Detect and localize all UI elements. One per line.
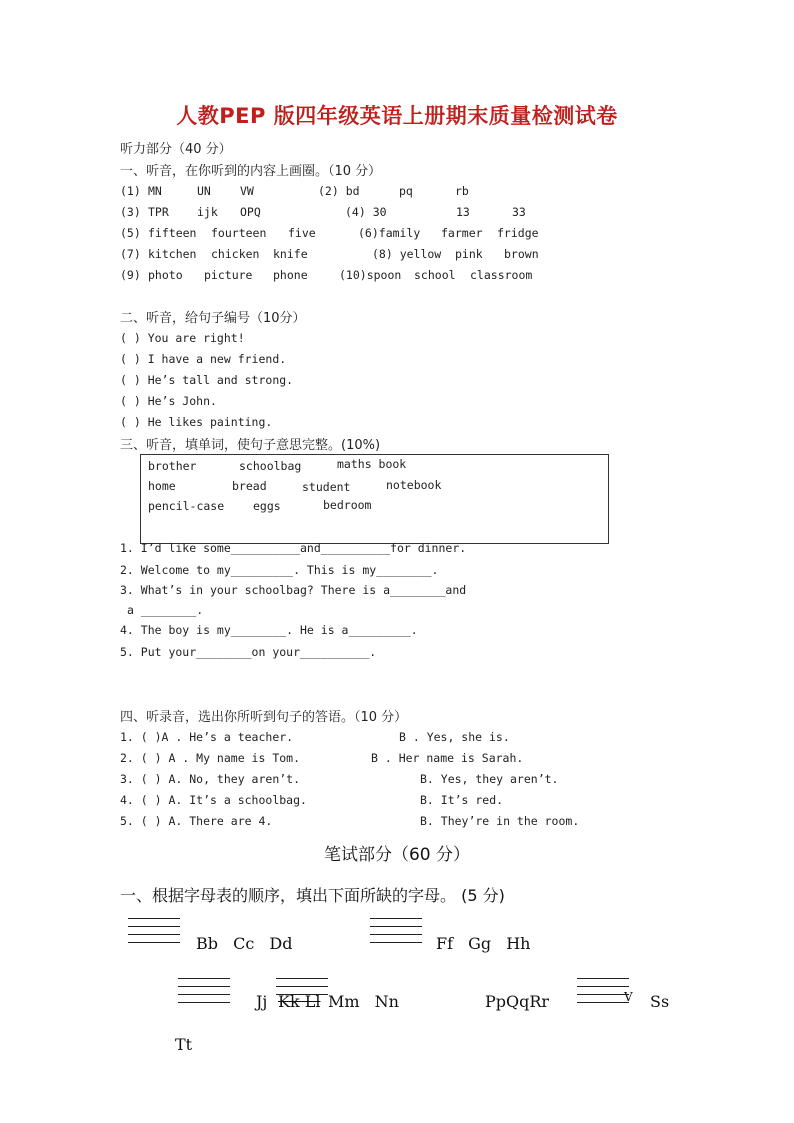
s1-cell: MN xyxy=(148,184,162,198)
written-section-header: 笔试部分（60 分） xyxy=(323,845,471,865)
letters-ff-hh: Ff Gg Hh xyxy=(436,934,531,953)
s1-cell: 13 xyxy=(456,205,470,219)
s1-cell: five xyxy=(288,226,316,240)
section-3-heading: 三、听音，填单词，使句子意思完整。(10%) xyxy=(120,438,381,453)
s1-cell: VW xyxy=(240,184,254,198)
s1-cell: (10)spoon xyxy=(339,268,402,282)
page-title: 人教PEP 版四年级英语上册期末质量检测试卷 xyxy=(176,104,618,128)
s1-cell: (6)family xyxy=(358,226,421,240)
s4-option-b: B. It’s red. xyxy=(420,793,504,807)
s1-cell: farmer xyxy=(441,226,483,240)
section-2-heading: 二、听音，给句子编号（10分） xyxy=(120,311,306,326)
letters-ss: Ss xyxy=(650,992,670,1011)
s3-sentence: 2. Welcome to my_________. This is my________. xyxy=(120,563,439,577)
listening-header: 听力部分（40 分） xyxy=(120,142,232,157)
word-bank-word: schoolbag xyxy=(239,459,302,473)
s4-option-b: B. They’re in the room. xyxy=(420,814,580,828)
section-4-heading: 四、听录音，选出你所听到句子的答语。（10 分） xyxy=(120,710,408,725)
s1-cell: (4) 30 xyxy=(345,205,387,219)
s1-cell: (9) xyxy=(120,268,141,282)
s4-option-b: B. Yes, they aren’t. xyxy=(420,772,559,786)
s1-cell: 33 xyxy=(512,205,526,219)
s4-option-a: 5. ( ) A. There are 4. xyxy=(120,814,273,828)
s1-cell: OPQ xyxy=(240,205,261,219)
s2-item: ( ) You are right! xyxy=(120,331,245,345)
s3-sentence: 5. Put your________on your__________. xyxy=(120,645,377,659)
s1-cell: pq xyxy=(399,184,413,198)
word-bank-word: student xyxy=(302,480,351,494)
word-bank-word: pencil-case xyxy=(148,499,225,513)
letters-pp-rr: PpQqRr xyxy=(485,992,550,1011)
s1-cell: classroom xyxy=(470,268,533,282)
s3-sentence: 1. I’d like some__________and__________for dinner. xyxy=(120,541,467,555)
s1-cell: fourteen xyxy=(211,226,267,240)
s1-cell: fridge xyxy=(497,226,539,240)
s1-cell: ijk xyxy=(197,205,218,219)
s1-cell: pink xyxy=(455,247,483,261)
word-bank-word: notebook xyxy=(386,478,442,492)
letters-jj: Jj xyxy=(256,992,268,1011)
s3-sentence: a ________. xyxy=(127,603,204,617)
s1-cell: picture xyxy=(204,268,253,282)
word-bank-word: maths book xyxy=(337,457,407,471)
s2-item: ( ) He likes painting. xyxy=(120,415,273,429)
s1-cell: TPR xyxy=(148,205,169,219)
s4-option-b: B . Yes, she is. xyxy=(399,730,510,744)
written-q1-heading: 一、根据字母表的顺序，填出下面所缺的字母。 (5 分) xyxy=(120,886,505,905)
letters-mm-nn: Mm Nn xyxy=(328,992,399,1011)
s1-cell: (1) xyxy=(120,184,141,198)
word-bank-word: bread xyxy=(232,479,267,493)
s1-cell: (8) yellow xyxy=(372,247,442,261)
s1-cell: (2) bd xyxy=(318,184,360,198)
s1-cell: brown xyxy=(504,247,539,261)
s2-item: ( ) He’s tall and strong. xyxy=(120,373,294,387)
s1-cell: rb xyxy=(455,184,469,198)
s1-cell: photo xyxy=(148,268,183,282)
letter-v: V xyxy=(624,990,633,1004)
s1-cell: kitchen xyxy=(148,247,197,261)
s1-cell: school xyxy=(414,268,456,282)
letters-tt: Tt xyxy=(175,1035,193,1054)
word-bank-word: brother xyxy=(148,459,197,473)
s4-option-a: 3. ( ) A. No, they aren’t. xyxy=(120,772,301,786)
s1-cell: phone xyxy=(273,268,308,282)
s4-option-a: 1. ( )A . He’s a teacher. xyxy=(120,730,294,744)
s1-cell: UN xyxy=(197,184,211,198)
s1-cell: chicken xyxy=(211,247,260,261)
s2-item: ( ) I have a new friend. xyxy=(120,352,287,366)
s1-cell: fifteen xyxy=(148,226,197,240)
letters-kk-ll: Kk Ll xyxy=(278,992,321,1011)
s1-cell: (7) xyxy=(120,247,141,261)
letters-bb-dd: Bb Cc Dd xyxy=(196,934,293,953)
s1-cell: knife xyxy=(273,247,308,261)
s1-cell: (3) xyxy=(120,205,141,219)
s4-option-a: 2. ( ) A . My name is Tom. xyxy=(120,751,301,765)
word-bank-word: home xyxy=(148,479,176,493)
s3-sentence: 3. What’s in your schoolbag? There is a________and xyxy=(120,583,467,597)
s4-option-b: B . Her name is Sarah. xyxy=(371,751,524,765)
s4-option-a: 4. ( ) A. It’s a schoolbag. xyxy=(120,793,307,807)
s2-item: ( ) He’s John. xyxy=(120,394,217,408)
section-1-heading: 一、听音，在你听到的内容上画圈。（10 分） xyxy=(120,164,382,179)
s1-cell: (5) xyxy=(120,226,141,240)
word-bank-word: bedroom xyxy=(323,498,372,512)
s3-sentence: 4. The boy is my________. He is a_________. xyxy=(120,623,418,637)
word-bank-word: eggs xyxy=(253,499,281,513)
